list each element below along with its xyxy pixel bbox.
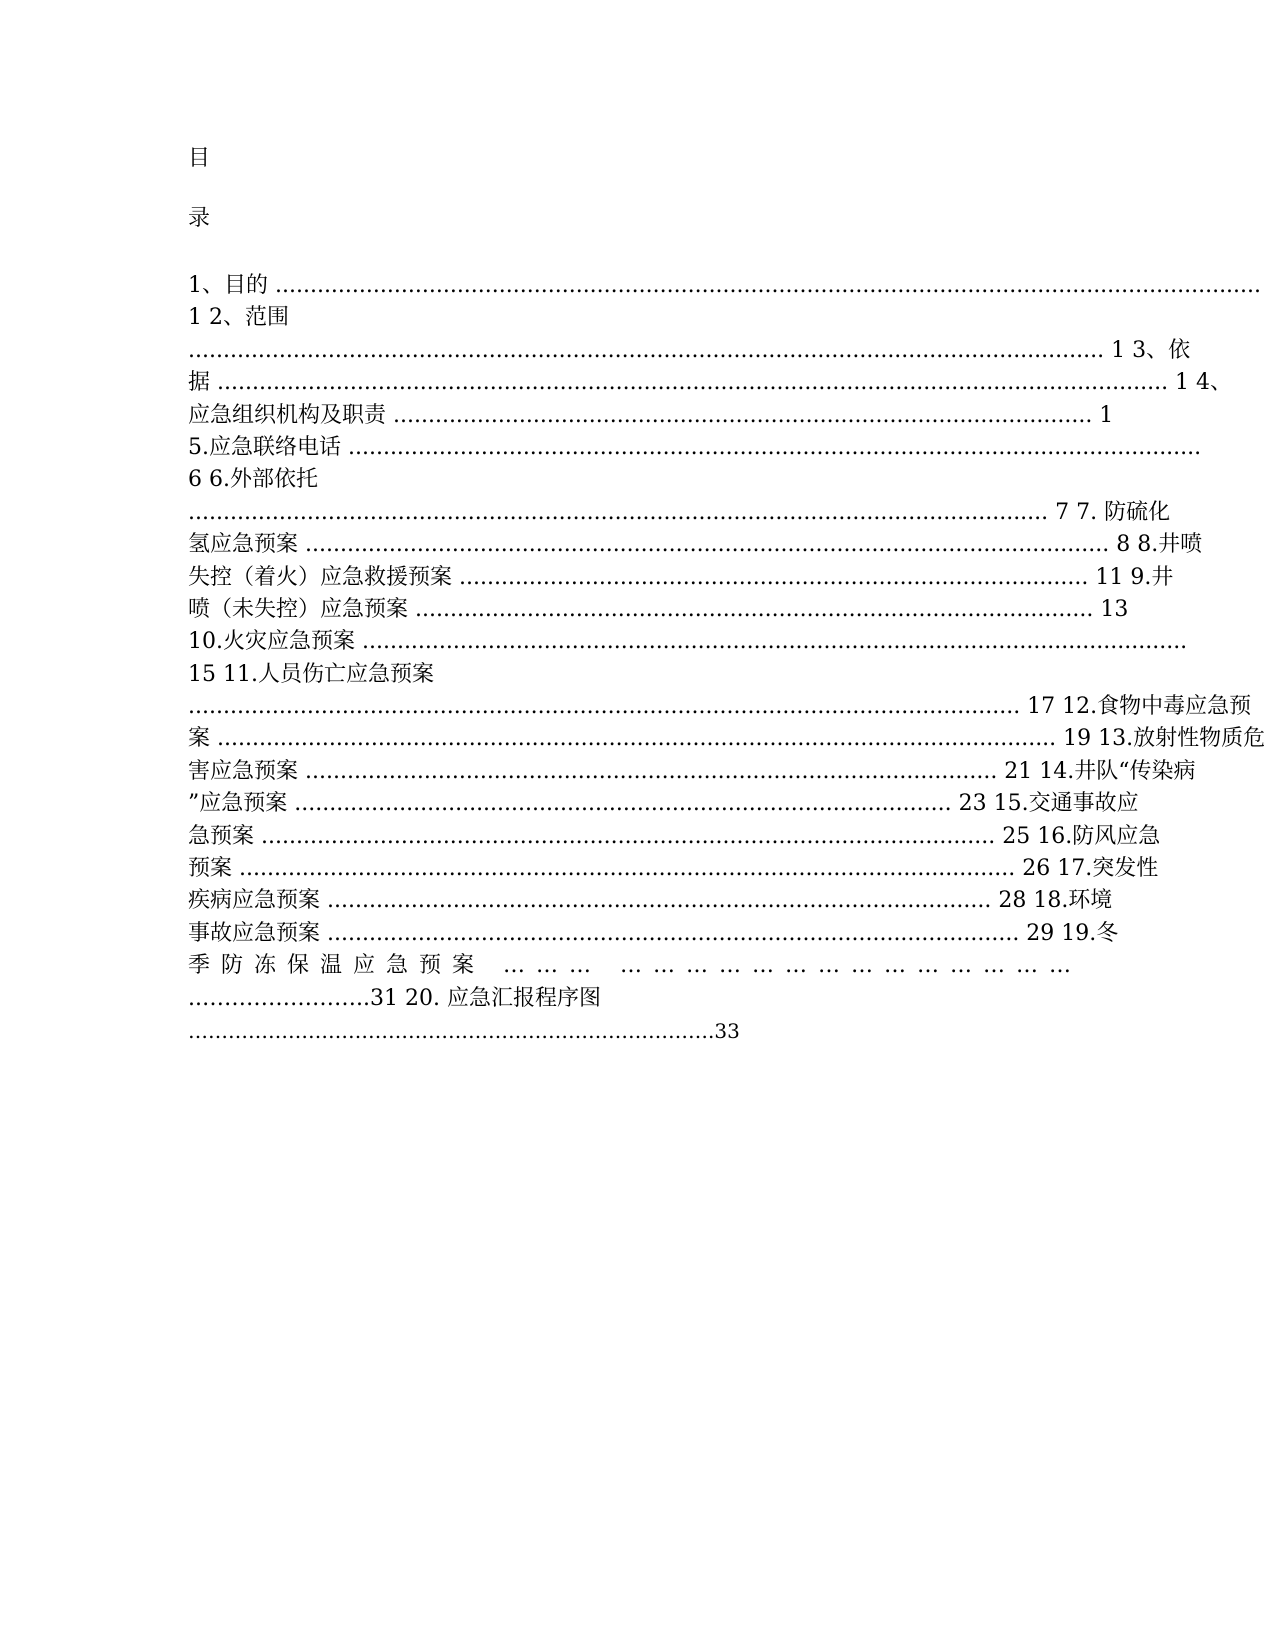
table-of-contents xyxy=(188,270,1266,1047)
toc-line: ................................................................................................................................... 1 3、依 xyxy=(188,337,1191,363)
toc-line: …………………………………………………………………….33 xyxy=(188,1018,740,1043)
toc-line: ....................................................................................................................... 17 12.食物中毒应急预 xyxy=(188,694,1252,720)
toc-line: 急预案 ......................................................................................................... 25 16.防风应急 xyxy=(188,823,1161,849)
toc-line: 预案 ............................................................................................................... 26 17.突发性 xyxy=(188,856,1159,882)
toc-line: ..…………………..31 20. 应急汇报程序图 xyxy=(188,985,601,1011)
toc-line: 5.应急联络电话 .......................................................................................................................... xyxy=(188,434,1202,460)
toc-line: 10.火灾应急预案 ...................................................................................................................... xyxy=(188,629,1188,655)
toc-line: ........................................................................................................................... 7 7. 防硫化 xyxy=(188,499,1171,525)
toc-line: 6 6.外部依托 xyxy=(188,467,318,493)
toc-line: 案 ........................................................................................................................ 19 13.放射性物质危 xyxy=(188,726,1266,752)
toc-line: 失控（着火）应急救援预案 .......................................................................................... 11 9.井 xyxy=(188,564,1174,590)
toc-line: 季防冻保温应急预案 ……… …………………………………… xyxy=(188,953,1082,979)
toc-line: 15 11.人员伤亡应急预案 xyxy=(188,661,434,687)
toc-line: 1、目的 ............................................................................................................................................. xyxy=(188,273,1262,298)
toc-heading-char-1: 目 xyxy=(188,146,211,171)
toc-line: 应急组织机构及职责 .................................................................................................... 1 xyxy=(188,402,1114,428)
toc-line: 事故应急预案 ................................................................................................... 29 19.冬 xyxy=(188,920,1119,946)
toc-line: ”应急预案 .............................................................................................. 23 15.交通事故应 xyxy=(188,791,1139,817)
toc-line: 疾病应急预案 ............................................................................................... 28 18.环境 xyxy=(188,888,1113,914)
toc-line: 喷（未失控）应急预案 ................................................................................................. 13 xyxy=(188,596,1129,622)
toc-line: 氢应急预案 ................................................................................................................... 8 8.井喷 xyxy=(188,532,1203,558)
toc-line: 1 2、范围 xyxy=(188,305,289,331)
toc-heading-char-2: 录 xyxy=(188,206,211,231)
toc-line: 害应急预案 ................................................................................................... 21 14.井队“传染病 xyxy=(188,758,1196,784)
toc-line: 据 ........................................................................................................................................ 1 4、 xyxy=(188,370,1233,396)
